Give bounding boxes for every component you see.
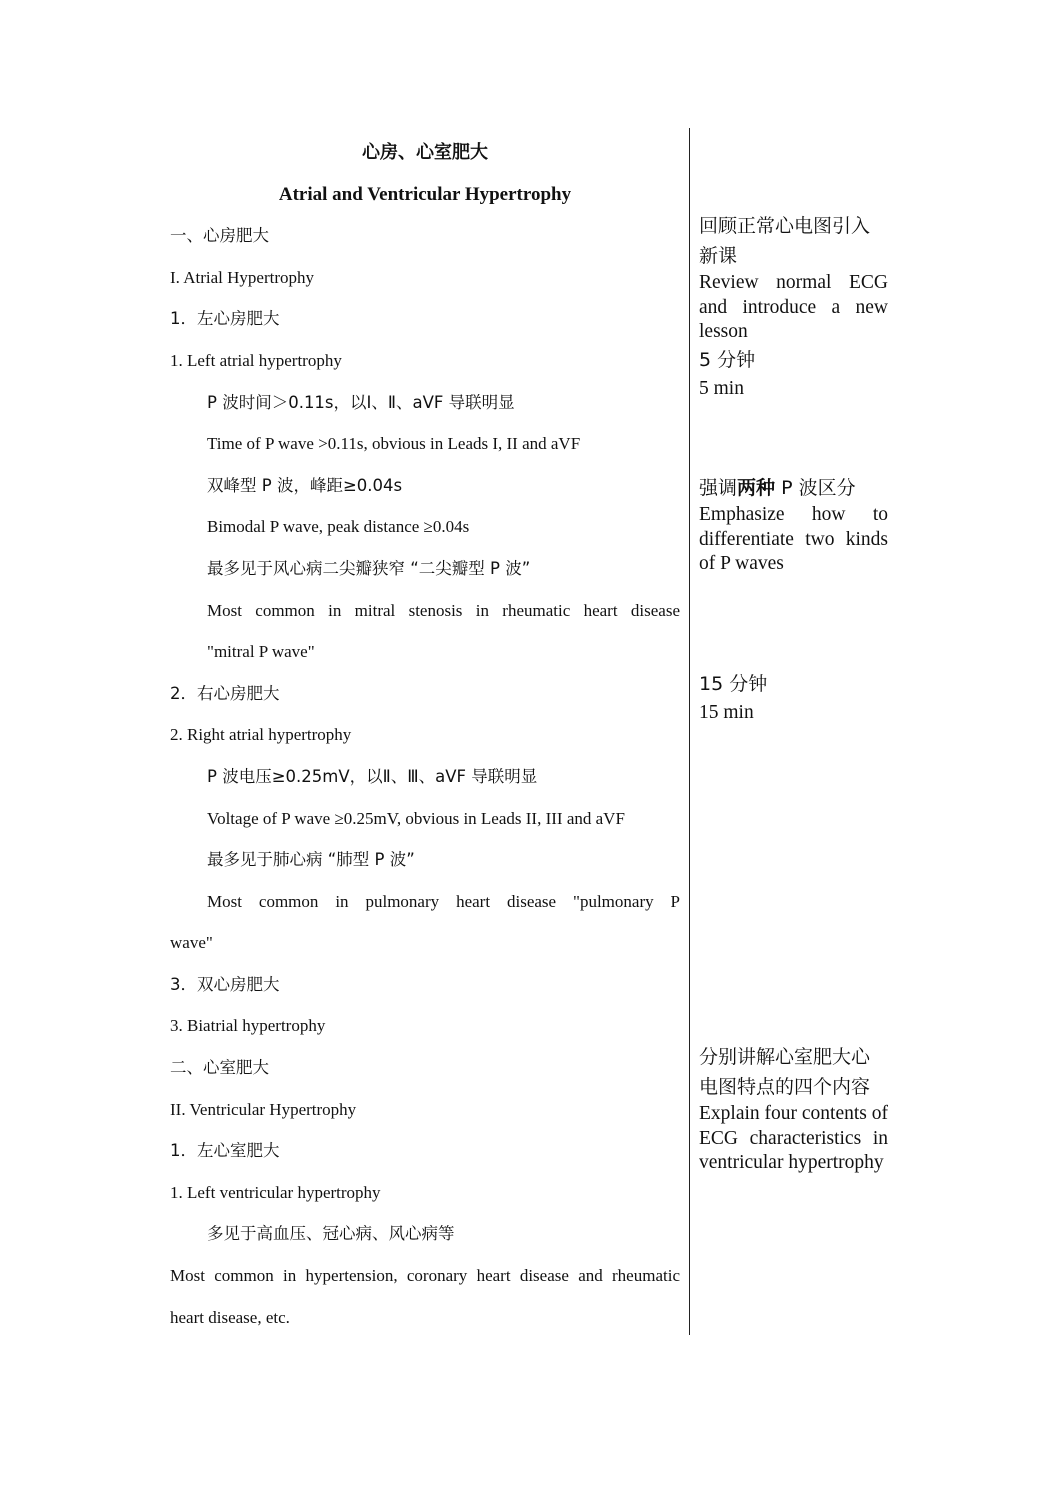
note-ventricular-en: Explain four contents of ECG characteristics in ventricular hypertrophy [699, 1103, 888, 1173]
note-intro [699, 211, 888, 403]
body-line: 多见于高血压、冠心病、风心病等 [207, 1224, 455, 1244]
note-emphasis [699, 473, 888, 577]
body-line: Most common in mitral stenosis in rheumatic heart disease [207, 600, 680, 620]
note-intro-cn: 回顾正常心电图引入新课 [699, 215, 871, 267]
subheading-cn: 2．右心房肥大 [170, 683, 280, 703]
column-divider [689, 128, 690, 1335]
body-line: Time of P wave >0.11s, obvious in Leads I, II and aVF [207, 434, 581, 454]
subheading-en: 1. Left atrial hypertrophy [170, 350, 342, 370]
body-line: P 波时间＞0.11s，以Ⅰ、Ⅱ、aVF 导联明显 [207, 392, 515, 412]
note-time [699, 669, 888, 728]
subheading-cn: 1．左心房肥大 [170, 309, 280, 329]
note-time-cn: 15 分钟 [699, 673, 768, 695]
body-line: "mitral P wave" [207, 642, 315, 662]
body-line: 最多见于肺心病 “肺型 P 波” [207, 850, 415, 870]
note-ventricular [699, 1042, 888, 1176]
body-line: heart disease, etc. [170, 1307, 290, 1327]
subheading-cn: 1．左心室肥大 [170, 1141, 280, 1161]
body-line: P 波电压≥0.25mV，以Ⅱ、Ⅲ、aVF 导联明显 [207, 766, 538, 786]
section-heading-cn: 一、心房肥大 [170, 226, 269, 246]
body-line: 最多见于风心病二尖瓣狭窄 “二尖瓣型 P 波” [207, 558, 531, 578]
section-heading-en: II. Ventricular Hypertrophy [170, 1099, 357, 1119]
body-line: Most common in pulmonary heart disease "pulmonary P [207, 891, 680, 911]
main-column [170, 132, 680, 1338]
subheading-cn: 3．双心房肥大 [170, 974, 280, 994]
section-heading-cn: 二、心室肥大 [170, 1058, 269, 1078]
note-intro-time-cn: 5 分钟 [699, 348, 756, 371]
note-intro-time-en: 5 min [699, 377, 744, 399]
body-line: Bimodal P wave, peak distance ≥0.04s [207, 517, 470, 537]
section-heading-en: I. Atrial Hypertrophy [170, 267, 314, 287]
body-line: Voltage of P wave ≥0.25mV, obvious in Leads II, III and aVF [207, 808, 625, 828]
subheading-en: 3. Biatrial hypertrophy [170, 1016, 326, 1036]
body-line: wave" [170, 933, 213, 953]
body-line: 双峰型 P 波，峰距≥0.04s [207, 475, 403, 495]
note-emphasis-cn: 强调两种 P 波区分 [699, 477, 856, 499]
note-time-en: 15 min [699, 702, 754, 723]
note-emphasis-en: Emphasize how to differentiate two kinds of P waves [699, 504, 888, 574]
title-cn: 心房、心室肥大 [362, 142, 488, 163]
note-ventricular-cn: 分别讲解心室肥大心电图特点的四个内容 [699, 1046, 871, 1098]
title-en: Atrial and Ventricular Hypertrophy [278, 183, 572, 205]
subheading-en: 2. Right atrial hypertrophy [170, 725, 352, 745]
body-line: Most common in hypertension, coronary heart disease and rheumatic [170, 1266, 680, 1286]
subheading-en: 1. Left ventricular hypertrophy [170, 1182, 381, 1202]
note-intro-en: Review normal ECG and introduce a new lesson [699, 272, 888, 342]
